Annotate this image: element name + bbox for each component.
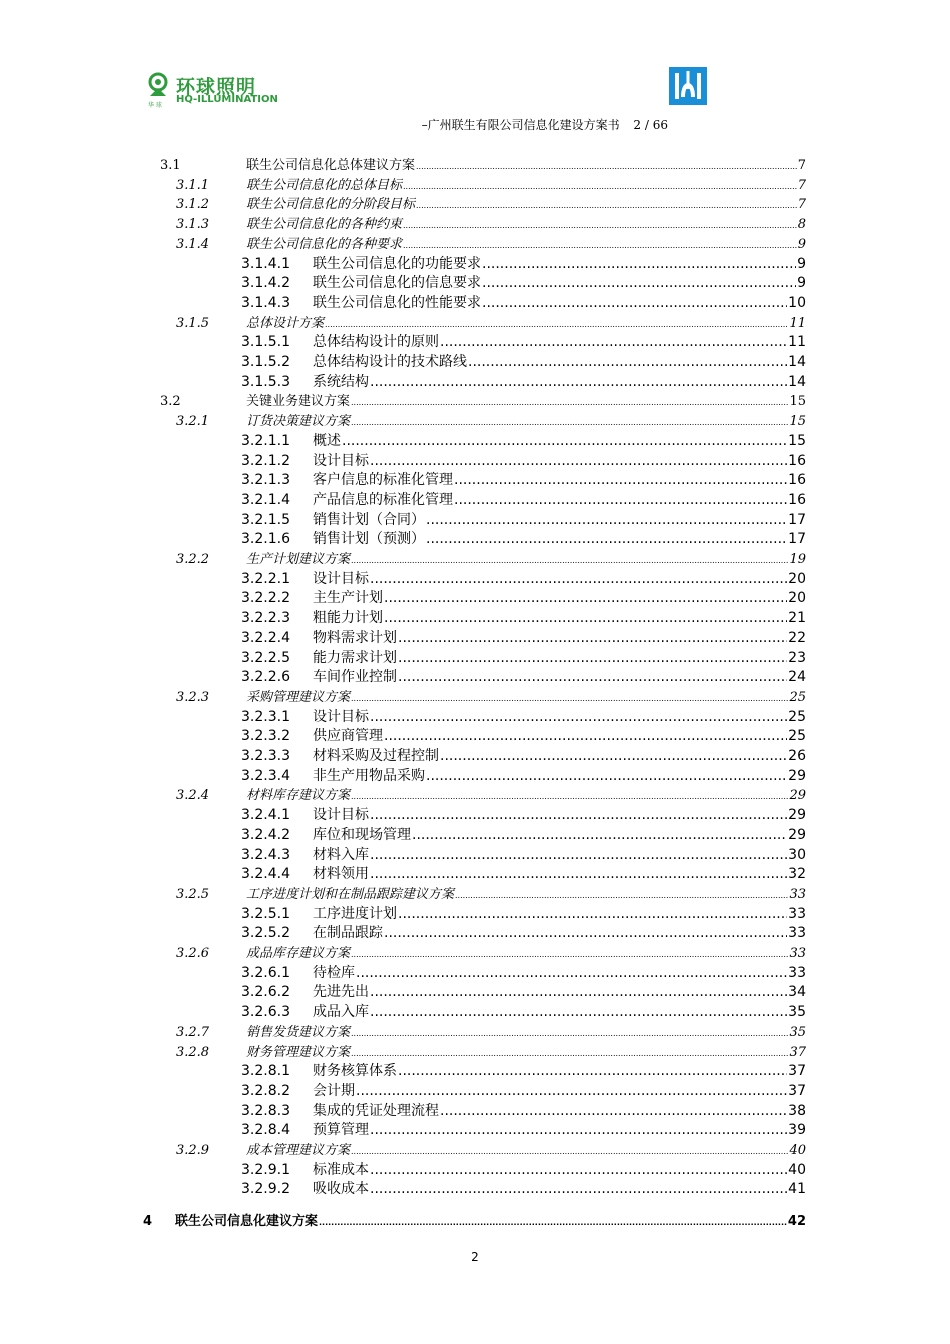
toc-entry-page: 11 [788, 334, 806, 351]
toc-entry-title: 能力需求计划 [313, 649, 397, 666]
toc-entry-number: 3.2.4.3 [241, 846, 290, 863]
toc-leader-dots [356, 965, 787, 981]
toc-entry-number: 3.1.3 [176, 217, 210, 233]
toc-entry-title: 工序进度计划和在制品跟踪建议方案 [246, 886, 455, 902]
toc-entry[interactable] [241, 272, 806, 292]
toc-entry-number: 3.2.2.1 [241, 570, 290, 587]
toc-entry-page: 37 [788, 1082, 806, 1099]
toc-entry[interactable] [241, 568, 806, 588]
toc-entry-number: 3.2.9.2 [241, 1181, 290, 1198]
toc-leader-dots [370, 807, 787, 823]
toc-entry-page: 33 [789, 946, 806, 961]
toc-entry-number: 3.2.6.1 [241, 964, 290, 981]
toc-entry-title: 待检库 [313, 964, 355, 981]
toc-entry-title: 预算管理 [313, 1122, 369, 1139]
toc-entry[interactable] [241, 863, 806, 883]
toc-entry[interactable] [241, 962, 806, 982]
toc-entry-page: 20 [788, 570, 806, 587]
toc-entry-page: 15 [788, 432, 806, 449]
toc-entry-number: 4 [143, 1214, 153, 1230]
toc-entry-page: 29 [788, 807, 806, 824]
toc-entry-number: 3.2.2.5 [241, 649, 290, 666]
toc-entry-number: 3.2.1.6 [241, 531, 290, 548]
toc-entry[interactable] [241, 666, 806, 686]
toc-leader-dots [370, 571, 787, 587]
toc-entry-title: 设计目标 [313, 807, 369, 824]
toc-entry-page: 7 [797, 158, 806, 173]
toc-entry-number: 3.2.8 [176, 1044, 210, 1060]
toc-entry-page: 7 [797, 197, 806, 213]
logo-chinese-text: 环球照明 [176, 76, 257, 98]
toc-entry[interactable] [241, 1178, 806, 1198]
toc-entry-title: 关键业务建议方案 [246, 394, 351, 410]
toc-leader-dots [370, 1162, 787, 1178]
toc-leader-dots [351, 418, 788, 427]
toc-entry-number: 3.2.2 [176, 552, 210, 567]
toc-leader-dots [319, 1218, 787, 1227]
toc-entry-page: 15 [789, 414, 806, 430]
toc-leader-dots [426, 768, 787, 784]
toc-entry-number: 3.1.4.3 [241, 294, 290, 311]
toc-leader-dots [351, 1049, 788, 1058]
toc-entry-title: 订货决策建议方案 [246, 414, 351, 430]
toc-entry-number: 3.2.1.1 [241, 432, 290, 449]
toc-entry-number: 3.2.2.6 [241, 669, 290, 686]
toc-entry-page: 7 [797, 177, 806, 193]
toc-entry-title: 材料库存建议方案 [246, 788, 351, 804]
toc-leader-dots [398, 906, 787, 922]
toc-entry[interactable] [241, 824, 806, 844]
toc-entry[interactable] [160, 213, 806, 232]
page-indicator: 2 / 66 [633, 118, 668, 132]
toc-entry-title: 主生产计划 [313, 590, 383, 607]
toc-entry[interactable] [241, 627, 806, 647]
toc-entry-number: 3.2.1.4 [241, 491, 290, 508]
toc-entry-page: 10 [788, 294, 806, 311]
toc-entry-page: 17 [788, 531, 806, 548]
toc-leader-dots [482, 275, 796, 291]
toc-entry-page: 21 [788, 610, 806, 627]
toc-entry-title: 系统结构 [313, 373, 369, 390]
toc-entry-page: 9 [797, 275, 806, 292]
toc-entry-number: 3.2.2.3 [241, 610, 290, 627]
toc-entry-page: 17 [788, 511, 806, 528]
toc-entry-title: 采购管理建议方案 [246, 689, 351, 705]
lamp-logo-icon [146, 72, 170, 102]
toc-entry-title: 生产计划建议方案 [246, 552, 351, 567]
toc-entry-title: 财务核算体系 [313, 1063, 397, 1080]
toc-leader-dots [370, 847, 787, 863]
toc-leader-dots [384, 610, 787, 626]
toc-leader-dots [412, 827, 787, 843]
toc-leader-dots [370, 866, 787, 882]
toc-entry[interactable] [241, 1100, 806, 1120]
toc-leader-dots [370, 984, 787, 1000]
toc-entry-title: 联生公司信息化建议方案 [175, 1214, 319, 1230]
toc-entry-title: 联生公司信息化的分阶段目标 [246, 197, 416, 213]
toc-entry[interactable] [241, 528, 806, 548]
toc-entry-page: 33 [788, 925, 806, 942]
toc-entry-title: 物料需求计划 [313, 629, 397, 646]
toc-leader-dots [384, 925, 787, 941]
toc-entry-page: 16 [788, 452, 806, 469]
toc-entry-number: 3.2.8.2 [241, 1082, 290, 1099]
toc-entry-title: 成品库存建议方案 [246, 946, 351, 961]
toc-leader-dots [482, 256, 796, 272]
toc-entry-title: 非生产用物品采购 [313, 767, 425, 784]
toc-entry-number: 3.2.5.2 [241, 925, 290, 942]
toc-entry-number: 3.1.4 [176, 236, 210, 252]
toc-entry-number: 3.2.3.2 [241, 728, 290, 745]
running-header [422, 116, 668, 133]
toc-entry-page: 29 [788, 767, 806, 784]
toc-leader-dots [351, 950, 788, 959]
toc-entry-title: 联生公司信息化总体建议方案 [246, 158, 416, 173]
toc-entry-page: 32 [788, 866, 806, 883]
toc-entry-page: 22 [788, 629, 806, 646]
toc-leader-dots [384, 590, 787, 606]
toc-entry[interactable] [241, 1119, 806, 1139]
toc-entry-number: 3.1.4.1 [241, 255, 290, 272]
toc-entry-number: 3.2.1.5 [241, 511, 290, 528]
toc-entry-page: 33 [788, 905, 806, 922]
toc-entry-number: 3.1.4.2 [241, 275, 290, 292]
toc-entry-title: 总体结构设计的技术路线 [313, 354, 467, 370]
toc-entry-title: 总体设计方案 [246, 315, 325, 331]
toc-entry-title: 联生公司信息化的性能要求 [313, 294, 481, 311]
toc-entry-number: 3.2.1.3 [241, 472, 290, 489]
toc-entry-number: 3.1.1 [176, 177, 210, 193]
toc-entry-page: 25 [788, 708, 806, 725]
toc-leader-dots [454, 492, 787, 508]
toc-entry-page: 40 [789, 1143, 806, 1158]
toc-entry-number: 3.1.5.3 [241, 373, 290, 390]
toc-entry-title: 供应商管理 [313, 728, 383, 745]
toc-entry-title: 联生公司信息化的功能要求 [313, 255, 481, 272]
toc-leader-dots [398, 630, 787, 646]
toc-leader-dots [468, 354, 787, 370]
toc-entry[interactable] [241, 292, 806, 312]
toc-entry-title: 设计目标 [313, 708, 369, 725]
toc-entry-page: 42 [787, 1214, 806, 1230]
toc-entry-title: 成本管理建议方案 [246, 1143, 351, 1158]
toc-entry-number: 3.2.2.4 [241, 629, 290, 646]
toc-entry-number: 3.2.4 [176, 788, 210, 804]
toc-leader-dots [351, 694, 788, 703]
toc-entry-page: 25 [788, 728, 806, 745]
toc-entry-page: 29 [788, 826, 806, 843]
logo-small-text: 华 球 [148, 102, 162, 109]
toc-entry[interactable] [160, 1139, 806, 1158]
toc-leader-dots [351, 1029, 788, 1038]
toc-entry-page: 37 [789, 1044, 806, 1060]
toc-entry-page: 33 [789, 886, 806, 902]
toc-entry-number: 3.2.3.1 [241, 708, 290, 725]
toc-leader-dots [403, 182, 797, 191]
toc-entry-title: 总体结构设计的原则 [313, 334, 439, 351]
toc-entry-number: 3.2.6 [176, 946, 210, 961]
toc-entry-page: 37 [788, 1063, 806, 1080]
toc-entry-number: 3.2.5.1 [241, 905, 290, 922]
toc-leader-dots [455, 891, 788, 900]
toc-entry[interactable] [241, 725, 806, 745]
toc-entry-page: 19 [789, 552, 806, 567]
toc-entry-page: 16 [788, 472, 806, 489]
toc-entry[interactable] [160, 193, 806, 212]
toc-entry-page: 41 [788, 1181, 806, 1198]
toc-entry-page: 14 [788, 373, 806, 390]
toc-entry[interactable] [241, 351, 806, 371]
toc-leader-dots [351, 398, 788, 407]
document-title: –广州联生有限公司信息化建设方案书 [421, 118, 620, 132]
toc-entry-title: 吸收成本 [313, 1181, 369, 1198]
toc-leader-dots [351, 556, 788, 565]
toc-entry-number: 3.2.8.1 [241, 1063, 290, 1080]
toc-entry-title: 设计目标 [313, 570, 369, 587]
toc-entry[interactable] [160, 390, 806, 409]
toc-entry-page: 26 [788, 748, 806, 764]
toc-entry[interactable] [241, 1060, 806, 1080]
toc-entry-number: 3.2.9 [176, 1143, 210, 1158]
toc-entry[interactable] [241, 450, 806, 470]
toc-entry-number: 3.2.3.4 [241, 767, 290, 784]
toc-leader-dots [440, 1103, 787, 1119]
toc-entry[interactable] [241, 922, 806, 942]
toc-entry-title: 材料领用 [313, 866, 369, 883]
toc-entry-page: 30 [788, 846, 806, 863]
toc-entry-number: 3.1.5.2 [241, 354, 290, 370]
toc-entry[interactable] [241, 371, 806, 391]
toc-entry[interactable] [241, 331, 806, 351]
toc-entry-page: 38 [788, 1102, 806, 1119]
toc-entry-title: 销售计划（预测） [313, 531, 425, 548]
toc-entry[interactable] [160, 312, 806, 331]
toc-entry-page: 14 [788, 354, 806, 370]
toc-entry-page: 20 [788, 590, 806, 607]
toc-entry-page: 25 [789, 689, 806, 705]
toc-entry[interactable] [241, 745, 806, 765]
toc-leader-dots [370, 1181, 787, 1197]
toc-leader-dots [351, 792, 788, 801]
toc-entry-number: 3.2.7 [176, 1024, 210, 1040]
toc-entry[interactable] [160, 942, 806, 961]
toc-entry[interactable] [241, 804, 806, 824]
toc-entry-page: 24 [788, 669, 806, 686]
toc-entry-title: 联生公司信息化的各种要求 [246, 236, 403, 252]
toc-entry-number: 3.1.5.1 [241, 334, 290, 351]
toc-entry-page: 35 [789, 1024, 806, 1040]
toc-leader-dots [370, 1004, 787, 1020]
toc-entry-number: 3.2.5 [176, 886, 210, 902]
toc-leader-dots [440, 334, 787, 350]
toc-entry-number: 3.2.2.2 [241, 590, 290, 607]
toc-entry-number: 3.2.4.2 [241, 826, 290, 843]
toc-entry-number: 3.2.3 [176, 689, 210, 705]
toc-entry-number: 3.1.2 [176, 197, 210, 213]
toc-entry-title: 在制品跟踪 [313, 925, 383, 942]
toc-leader-dots [426, 512, 787, 528]
hq-illumination-logo [146, 72, 306, 108]
toc-entry-number: 3.2.6.2 [241, 984, 290, 1001]
toc-entry-title: 客户信息的标准化管理 [313, 472, 453, 489]
toc-entry-title: 联生公司信息化的各种约束 [246, 217, 403, 233]
toc-leader-dots [403, 221, 797, 230]
toc-entry-title: 财务管理建议方案 [246, 1044, 351, 1060]
toc-leader-dots [370, 1122, 787, 1138]
toc-entry-page: 39 [788, 1122, 806, 1139]
toc-leader-dots [454, 472, 787, 488]
toc-entry-page: 33 [788, 964, 806, 981]
toc-entry-number: 3.2.3.3 [241, 748, 290, 764]
toc-entry-title: 先进先出 [313, 984, 369, 1001]
toc-entry-number: 3.2.1 [176, 414, 210, 430]
toc-entry-title: 联生公司信息化的总体目标 [246, 177, 403, 193]
toc-entry[interactable] [241, 981, 806, 1001]
toc-entry-page: 35 [788, 1004, 806, 1021]
toc-entry-title: 销售计划（合同） [313, 511, 425, 528]
toc-entry-title: 联生公司信息化的信息要求 [313, 275, 481, 292]
toc-entry[interactable] [160, 233, 806, 252]
toc-entry-number: 3.2.8.3 [241, 1102, 290, 1119]
toc-entry[interactable] [241, 844, 806, 864]
toc-leader-dots [416, 162, 797, 171]
toc-entry-number: 3.2.8.4 [241, 1122, 290, 1139]
toc-entry-title: 粗能力计划 [313, 610, 383, 627]
toc-entry[interactable] [160, 883, 806, 902]
toc-entry[interactable] [241, 469, 806, 489]
toc-entry[interactable] [241, 706, 806, 726]
toc-entry-page: 11 [789, 315, 806, 331]
toc-entry[interactable] [160, 154, 806, 173]
toc-entry-title: 产品信息的标准化管理 [313, 491, 453, 508]
toc-entry-title: 车间作业控制 [313, 669, 397, 686]
toc-entry-page: 23 [788, 649, 806, 666]
toc-leader-dots [416, 201, 797, 210]
toc-entry-title: 材料入库 [313, 846, 369, 863]
toc-entry[interactable] [241, 1159, 806, 1179]
toc-entry[interactable] [160, 410, 806, 429]
toc-entry[interactable] [241, 647, 806, 667]
toc-entry-page: 15 [789, 394, 806, 410]
footer-page-number: 2 [471, 1250, 479, 1264]
toc-leader-dots [370, 374, 787, 390]
toc-entry-page: 8 [797, 217, 806, 233]
toc-leader-dots [351, 1147, 788, 1156]
toc-entry-number: 3.1 [160, 158, 181, 173]
toc-leader-dots [398, 1063, 787, 1079]
toc-entry[interactable] [241, 607, 806, 627]
toc-entry[interactable] [160, 548, 806, 567]
toc-entry[interactable] [241, 587, 806, 607]
toc-leader-dots [384, 728, 787, 744]
toc-leader-dots [398, 650, 787, 666]
toc-leader-dots [325, 320, 788, 329]
toc-entry-title: 会计期 [313, 1082, 355, 1099]
toc-entry-number: 3.2 [160, 394, 181, 410]
toc-entry-title: 成品入库 [313, 1004, 369, 1021]
toc-entry-page: 9 [797, 236, 806, 252]
toc-entry[interactable] [241, 1001, 806, 1021]
toc-entry-page: 29 [789, 788, 806, 804]
toc-entry-number: 3.2.9.1 [241, 1161, 290, 1178]
toc-entry-number: 3.2.6.3 [241, 1004, 290, 1021]
toc-leader-dots [356, 1083, 787, 1099]
toc-leader-dots [370, 453, 787, 469]
toc-leader-dots [398, 669, 787, 685]
toc-entry-title: 库位和现场管理 [313, 826, 411, 843]
toc-entry-page: 16 [788, 491, 806, 508]
toc-entry[interactable] [160, 1021, 806, 1040]
toc-entry[interactable] [160, 784, 806, 803]
toc-leader-dots [342, 433, 787, 449]
toc-entry[interactable] [143, 1210, 806, 1229]
toc-entry[interactable] [160, 686, 806, 705]
toc-entry-page: 9 [797, 255, 806, 272]
toc-entry[interactable] [241, 253, 806, 273]
toc-entry[interactable] [241, 489, 806, 509]
toc-entry-number: 3.1.5 [176, 315, 210, 331]
toc-entry-title: 集成的凭证处理流程 [313, 1102, 439, 1119]
toc-leader-dots [426, 531, 787, 547]
toc-leader-dots [370, 709, 787, 725]
logo-english-text: HQ-ILLUMINATION [176, 94, 278, 105]
toc-leader-dots [403, 241, 797, 250]
toc-entry[interactable] [160, 1041, 806, 1060]
toc-entry[interactable] [241, 765, 806, 785]
toc-entry-title: 标准成本 [313, 1161, 369, 1178]
company-emblem-icon [669, 67, 707, 105]
toc-entry-number: 3.2.1.2 [241, 452, 290, 469]
toc-entry-title: 设计目标 [313, 452, 369, 469]
toc-entry-title: 工序进度计划 [313, 905, 397, 922]
toc-entry[interactable] [160, 174, 806, 193]
toc-entry[interactable] [241, 509, 806, 529]
toc-entry-page: 34 [788, 984, 806, 1001]
toc-entry[interactable] [241, 1080, 806, 1100]
toc-entry-title: 销售发货建议方案 [246, 1024, 351, 1040]
toc-entry[interactable] [241, 903, 806, 923]
toc-entry[interactable] [241, 430, 806, 450]
toc-entry-number: 3.2.4.4 [241, 866, 290, 883]
toc-entry-number: 3.2.4.1 [241, 807, 290, 824]
toc-entry-page: 40 [788, 1161, 806, 1178]
toc-entry-title: 材料采购及过程控制 [313, 748, 439, 764]
toc-leader-dots [440, 748, 787, 764]
toc-entry-title: 概述 [313, 432, 341, 449]
toc-leader-dots [482, 295, 787, 311]
